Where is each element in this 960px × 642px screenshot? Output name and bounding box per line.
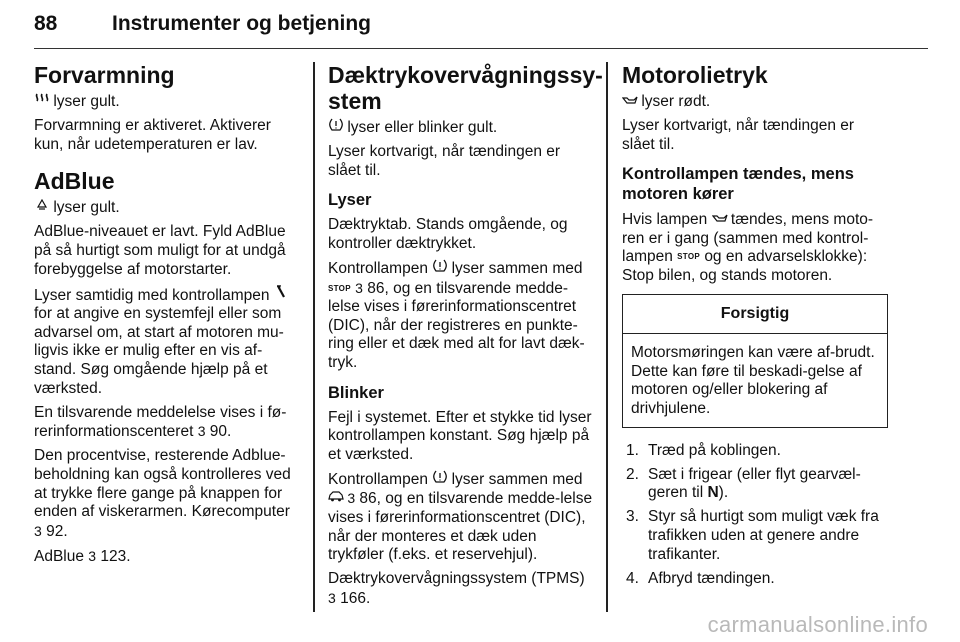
oil-text: Lyser kortvarigt, når tændingen er slået til.	[622, 117, 855, 153]
tire-pressure-icon	[328, 118, 343, 137]
adblue-p2: Lyser samtidig med kontrollampen for at angive en systemfejl eller som advarsel om, at start af motoren mu-ligvis ikke er mulig efter en vis af-stand. Søg omgående hjælp på et værksted.	[34, 285, 300, 399]
flash-p2: Kontrollampen lyser sammen med 3 86, og en tilsvarende medde-lelse vises i førerinformationscentret (DIC), når der monteres et dæk uden trykføler (f.eks. et reservehjul).	[328, 470, 593, 564]
heading-adblue: AdBlue	[34, 168, 115, 195]
lights-p2: Kontrollampen lyser sammen med STOP 3 86, og en tilsvarende medde-lelse vises i førerinformationscentret (DIC), når der registreres en punkte-ring eller et dæk med alt for lavt dæk-tryk.	[328, 259, 585, 371]
adblue-icon	[34, 198, 49, 217]
ref-arrow-icon: 3	[355, 279, 363, 296]
heading-running: Kontrollampen tændes, mens motoren kører	[622, 165, 854, 204]
column-divider	[313, 62, 315, 612]
heading-preheat: Forvarmning	[34, 62, 175, 88]
caution-box	[622, 294, 888, 428]
heading-oil-pressure: Motorolietryk	[622, 62, 768, 88]
flash-p3: Dæktrykovervågningssystem (TPMS) 3 166.	[328, 570, 585, 607]
ref-arrow-icon: 3	[34, 522, 42, 539]
column-1	[34, 62, 300, 572]
adblue-p3: En tilsvarende meddelelse vises i fø-rerinformationscenteret 3 90.	[34, 403, 287, 441]
tpms-text: Lyser kortvarigt, når tændingen er slået til.	[328, 143, 561, 179]
ref-arrow-icon: 3	[328, 589, 336, 606]
column-3	[622, 62, 888, 594]
car-icon	[328, 489, 343, 508]
preheat-text: Forvarmning er aktiveret. Aktiverer kun, når udetemperaturen er lav.	[34, 117, 271, 153]
stop-icon: STOP	[677, 252, 700, 262]
oil-can-icon	[622, 92, 637, 111]
page-header	[34, 4, 928, 49]
adblue-p4: Den procentvise, resterende Adblue-beholdning kan også kontrolleres ved at trykke flere gange på knappen for enden af viskerarmen. Kørecomputer 3 92.	[34, 447, 291, 540]
oil-indicator-line: lyser rødt.	[622, 92, 888, 112]
adblue-indicator-line: lyser gult.	[34, 198, 300, 218]
preheat-coil-icon	[34, 92, 49, 111]
heading-tpms: Dæktrykovervågningssy-stem	[328, 62, 603, 114]
caution-title: Forsigtig	[623, 295, 887, 335]
oil-can-icon	[712, 210, 727, 229]
adblue-p1: AdBlue-niveauet er lavt. Fyld AdBlue på så hurtigt som muligt for at undgå forebyggelse af motorstarter.	[34, 223, 286, 278]
column-2	[328, 62, 603, 614]
preheat-indicator-line: lyser gult.	[34, 92, 300, 112]
stop-icon: STOP	[328, 283, 351, 293]
step-item: 2. Sæt i frigear (eller flyt gearvæl-geren til N).	[626, 465, 861, 502]
caution-text: Motorsmøringen kan være af-brudt. Dette kan føre til beskadi-gelse af motoren og/eller blokering af drivhjulene.	[631, 344, 875, 418]
ref-arrow-icon: 3	[347, 490, 356, 507]
ref-arrow-icon: 3	[197, 423, 206, 440]
heading-flash: Blinker	[328, 383, 384, 402]
adblue-p5: AdBlue 3 123.	[34, 547, 131, 565]
column-divider	[606, 62, 608, 612]
running-title: Instrumenter og betjening	[112, 12, 372, 35]
tire-pressure-icon	[432, 470, 447, 489]
heading-lights: Lyser	[328, 191, 372, 210]
step-item: 4. Afbryd tændingen.	[626, 569, 775, 587]
wrench-icon	[274, 285, 289, 305]
tpms-indicator-line: lyser eller blinker gult.	[328, 118, 594, 138]
page-number: 88	[34, 12, 58, 35]
lights-text: Dæktryktab. Stands omgående, og kontroller dæktrykket.	[328, 216, 568, 252]
running-text: Hvis lampen tændes, mens moto-ren er i gang (sammen med kontrol-lampen STOP og en advarselsklokke): Stop bilen, og stands motoren.	[622, 211, 874, 285]
flash-text: Fejl i systemet. Efter et stykke tid lyser kontrollampen konstant. Søg hjælp på et værksted.	[328, 408, 592, 463]
step-item: 1. Træd på koblingen.	[626, 441, 781, 459]
ref-arrow-icon: 3	[88, 547, 97, 564]
steps-list	[622, 442, 888, 589]
step-item: 3. Styr så hurtigt som muligt væk fra trafikken uden at genere andre trafikanter.	[626, 508, 879, 563]
watermark: carmanualsonline.info	[707, 612, 928, 637]
tire-pressure-icon	[432, 259, 447, 278]
